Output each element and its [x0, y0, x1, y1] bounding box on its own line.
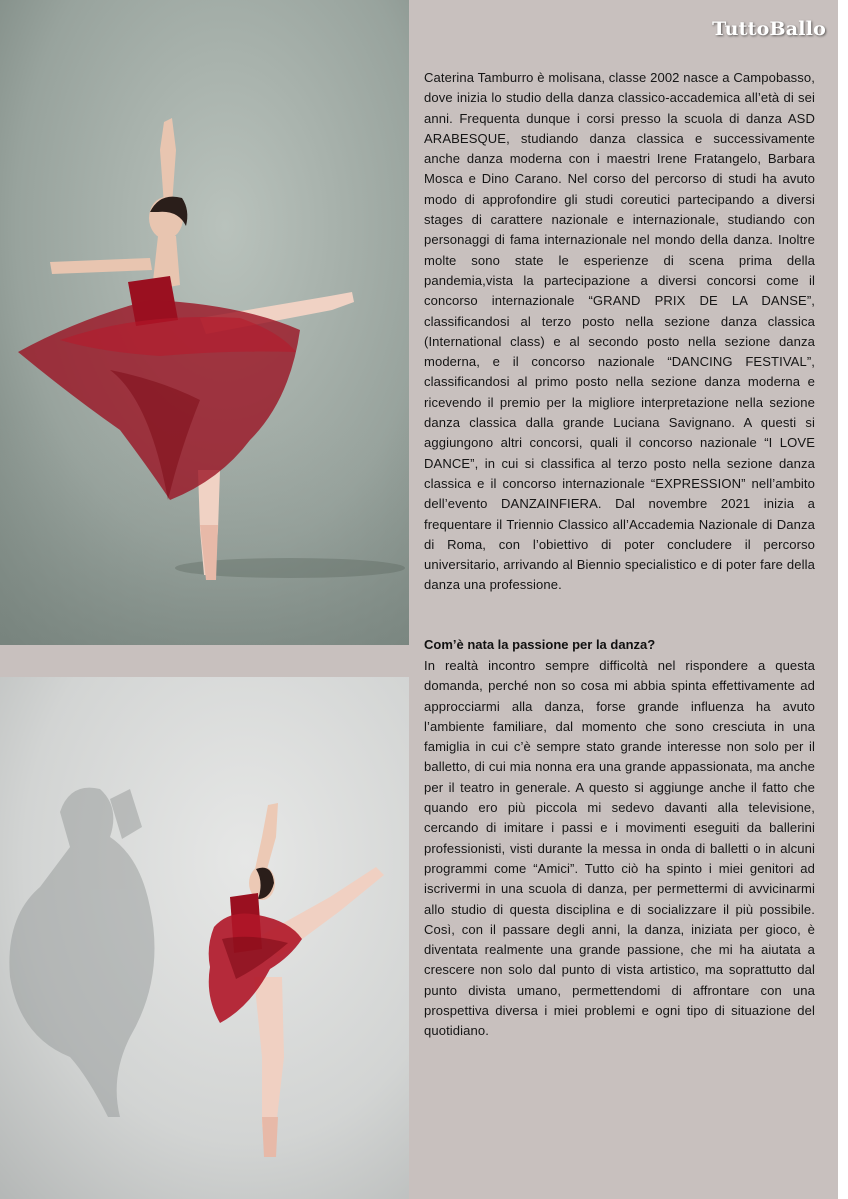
brand-logo: TuttoBallo	[712, 18, 826, 40]
dancer-photo-bottom	[0, 677, 409, 1199]
section-heading: Com’è nata la passione per la danza?	[424, 637, 656, 652]
dancer-photo-top	[0, 0, 409, 645]
answer-paragraph: In realtà incontro sempre difficoltà nel rispondere a questa domanda, perché non so cosa mi abbia spinta effettivamente ad approcciarmi alla danza, forse grande influenza ha avuto l’ambiente familiare, dal momento che sono cresciuta in una famiglia in cui c’è sempre stato grande interesse non solo per il balletto, di cui mia nonna era una grande appassionata, ma anche per il teatro in generale. A questo si aggiunge anche il fatto che quando ero più piccola mi sedevo davanti alla televisione, cercando di imitare i passi e i movimenti eseguiti da ballerini professionisti, visti durante la messa in onda di balletti o in alcuni programmi come “Amici”. Tutto ciò ha spinto i miei genitori ad iscrivermi in una scuola di danza, per permettermi di avvicinarmi allo studio di questa disciplina e di socializzare il più possibile. Così, con il passare degli anni, la danza, iniziata per gioco, è diventata realmente una grande passione, che mi ha aiutata a crescere non solo dal punto di vista artistico, ma soprattutto dal punto divista umano, permettendomi di affrontare con una prospettiva diversa i miei problemi e ogni tipo di situazione del quotidiano.	[424, 658, 815, 1039]
page-edge	[838, 0, 848, 1199]
bio-paragraph: Caterina Tamburro è molisana, classe 2002 nasce a Campobasso, dove inizia lo studio della danza classico-accademica all’età di sei anni. Frequenta dunque i corsi presso la scuola di danza ASD ARABESQUE, studiando danza classica e successivamente anche danza moderna con i maestri Irene Fratangelo, Barbara Mosca e Dino Carano. Nel corso del percorso di studi ha avuto modo di approfondire gli studi coreutici partecipando a diversi stages di carattere nazionale e internazionale, studiando con personaggi di fama internazionale nel mondo della danza. Inoltre molte sono state le esperienze di scena prima della pandemia,vista la partecipazione a diversi concorsi come il concorso internazionale “GRAND PRIX DE LA DANSE”, classificandosi al terzo posto nella sezione danza classica (International class) e al secondo posto nella sezione danza moderna, e il concorso nazionale “DANCING FESTIVAL”, classificandosi al primo posto nella sezione danza moderna e ricevendo il premio per la migliore interpretazione nella sezione danza classica dalla grande Luciana Savignano. A questi si aggiungono altri concorsi, quali il concorso nazionale “I LOVE DANCE”, in cui si classifica al terzo posto nella sezione danza classica e il concorso internazionale “EXPRESSION” nell’ambito dell’evento DANZAINFIERA. Dal novembre 2021 inizia a frequentare il Triennio Classico all’Accademia Nazionale di Danza di Roma, con l’obiettivo di poter concludere il percorso universitario, arrivando al Biennio specialistico e di poter fare della danza una professione.	[424, 70, 815, 593]
